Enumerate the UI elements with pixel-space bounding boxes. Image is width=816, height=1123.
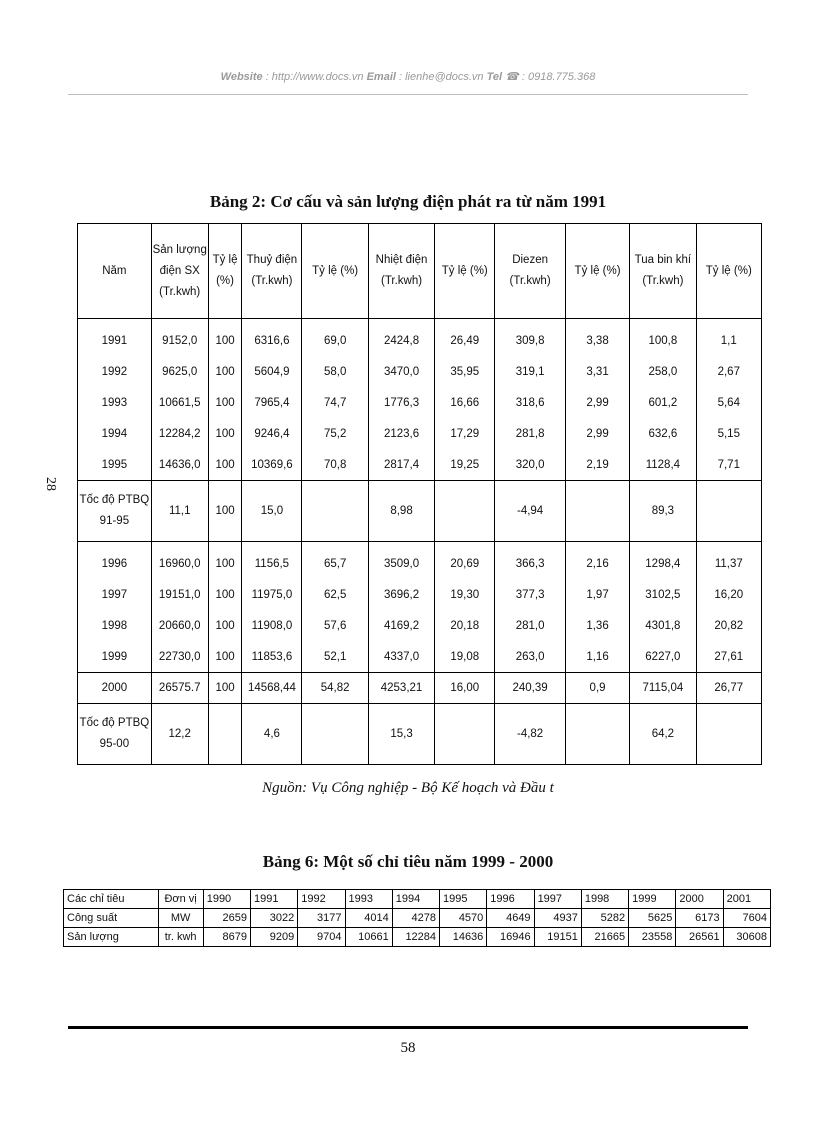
table2-cell: 11,37: [696, 542, 761, 580]
table2-cell: 1776,3: [368, 387, 434, 418]
table2-cell: 20,18: [435, 610, 495, 641]
header-line: Tỷ lệ: [212, 254, 238, 266]
table2-cell: 240,39: [495, 673, 566, 704]
table6-caption: Bảng 6: Một số chỉ tiêu năm 1999 - 2000: [262, 852, 554, 871]
cell-line: Tốc độ PTBQ: [79, 717, 150, 729]
table2-cell: [302, 704, 368, 765]
table2-cell: 35,95: [435, 356, 495, 387]
table6-cell: 23558: [629, 928, 676, 947]
table2-cell: 1999: [78, 641, 152, 673]
header-line: (Tr.kwh): [251, 275, 293, 287]
table2-cell: 74,7: [302, 387, 368, 418]
table2-row: [78, 704, 762, 765]
table2-cell: 10369,6: [242, 449, 302, 481]
header-divider: [68, 94, 748, 95]
header-line: Tỷ lệ (%): [705, 264, 752, 277]
table2-cell: 11908,0: [242, 610, 302, 641]
table2-header-cell: [242, 224, 302, 319]
table2-row: [78, 319, 762, 357]
header-line: Tua bin khí: [634, 254, 692, 266]
table2-cell: 100: [208, 542, 242, 580]
table6-cell: tr. kwh: [158, 928, 203, 947]
table2-cell: 309,8: [495, 319, 566, 357]
table2-cell: 3,31: [565, 356, 629, 387]
table6-cell: 12284: [392, 928, 439, 947]
table6-cell: 9209: [250, 928, 297, 947]
table2-cell: 14568,44: [242, 673, 302, 704]
table2-cell: 1993: [78, 387, 152, 418]
table6-cell: 30608: [723, 928, 770, 947]
table6-cell: 1994: [392, 890, 439, 909]
table2-row: [78, 641, 762, 673]
table2-cell: 20660,0: [151, 610, 208, 641]
table6-cell: 3177: [298, 909, 345, 928]
table6-cell: 21665: [581, 928, 628, 947]
table2-cell: [78, 481, 152, 542]
table6-cell: Các chỉ tiêu: [64, 890, 159, 909]
header-line: (Tr.kwh): [642, 275, 684, 287]
table2-row: [78, 449, 762, 481]
table6-cell: 8679: [203, 928, 250, 947]
table2-cell: 11975,0: [242, 579, 302, 610]
table2-cell: 263,0: [495, 641, 566, 673]
side-page-number: 28: [43, 477, 58, 491]
table2-row: [78, 481, 762, 542]
table2-cell: 1,16: [565, 641, 629, 673]
table2-cell: [302, 481, 368, 542]
table2-cell: 22730,0: [151, 641, 208, 673]
table2-header-cell: [565, 224, 629, 319]
table6-cell: Công suất: [64, 909, 159, 928]
table2-cell: 100: [208, 610, 242, 641]
table2-cell: 3102,5: [630, 579, 696, 610]
table2-row: [78, 356, 762, 387]
table2-cell: 16,66: [435, 387, 495, 418]
table6-cell: 2000: [676, 890, 723, 909]
table6-cell: Đơn vị: [158, 890, 203, 909]
table2-header-cell: [495, 224, 566, 319]
table2-cell: 19,25: [435, 449, 495, 481]
table2-cell: 100: [208, 319, 242, 357]
table2-cell: 15,3: [368, 704, 434, 765]
table6-cell: 9704: [298, 928, 345, 947]
table2-cell: 2000: [78, 673, 152, 704]
table2-cell: 19,08: [435, 641, 495, 673]
table2-cell: 319,1: [495, 356, 566, 387]
table2-cell: 7115,04: [630, 673, 696, 704]
table2-cell: 632,6: [630, 418, 696, 449]
table6-cell: 1991: [250, 890, 297, 909]
table2-header-row: [78, 224, 762, 319]
table2-row: [78, 673, 762, 704]
table2-cell: 1,97: [565, 579, 629, 610]
table2-cell: 4169,2: [368, 610, 434, 641]
page-header: [0, 70, 816, 83]
table2-cell: 12,2: [151, 704, 208, 765]
table2-cell: 281,0: [495, 610, 566, 641]
table2-cell: 2,67: [696, 356, 761, 387]
table2-cell: 1156,5: [242, 542, 302, 580]
source-note: Nguồn: Vụ Công nghiệp - Bộ Kế hoạch và Đầu t: [262, 780, 554, 796]
table2-cell: 27,61: [696, 641, 761, 673]
table2-cell: [435, 481, 495, 542]
header-line: Tỷ lệ (%): [574, 264, 621, 277]
table6-cell: 1998: [581, 890, 628, 909]
table2-cell: 70,8: [302, 449, 368, 481]
tel-label: Tel: [486, 71, 503, 83]
table6-cell: 4278: [392, 909, 439, 928]
table2-header-cell: [435, 224, 495, 319]
table2-cell: 54,82: [302, 673, 368, 704]
table2-cell: 3509,0: [368, 542, 434, 580]
table6-cell: 4649: [487, 909, 534, 928]
table2-header-cell: [151, 224, 208, 319]
table2-cell: 75,2: [302, 418, 368, 449]
footer-divider: [68, 1026, 748, 1029]
table2-cell: 366,3: [495, 542, 566, 580]
table2-cell: 26,49: [435, 319, 495, 357]
header-line: Sản lượng: [152, 243, 207, 256]
table2-cell: 7965,4: [242, 387, 302, 418]
table2-cell: 1996: [78, 542, 152, 580]
table2-cell: 89,3: [630, 481, 696, 542]
table2-cell: 5,15: [696, 418, 761, 449]
table2-cell: 9625,0: [151, 356, 208, 387]
table2-cell: 2817,4: [368, 449, 434, 481]
table2-cell: 26575.7: [151, 673, 208, 704]
table2-row: [78, 542, 762, 580]
table2-cell: 281,8: [495, 418, 566, 449]
table2-cell: 11853,6: [242, 641, 302, 673]
table2-cell: [565, 481, 629, 542]
table2-cell: -4,94: [495, 481, 566, 542]
table6-cell: Sản lượng: [64, 928, 159, 947]
email-value[interactable]: : lienhe@docs.vn: [399, 71, 484, 83]
table2-cell: 52,1: [302, 641, 368, 673]
table2-cell: 100: [208, 673, 242, 704]
table2-cell: 1991: [78, 319, 152, 357]
table2-cell: 2,99: [565, 418, 629, 449]
table6-cell: 5625: [629, 909, 676, 928]
cell-line: 95-00: [99, 738, 130, 750]
table2-cell: 7,71: [696, 449, 761, 481]
table2-header-cell: [302, 224, 368, 319]
table2-cell: 57,6: [302, 610, 368, 641]
table2-cell: 8,98: [368, 481, 434, 542]
table6-cell: 1992: [298, 890, 345, 909]
table6-row: [64, 928, 771, 947]
table2-cell: 100,8: [630, 319, 696, 357]
table6-cell: 4014: [345, 909, 392, 928]
header-line: (%): [216, 275, 234, 287]
table2-cell: 16960,0: [151, 542, 208, 580]
table2-cell: -4,82: [495, 704, 566, 765]
table6-cell: 10661: [345, 928, 392, 947]
table6-row: [64, 909, 771, 928]
table2-cell: 2,16: [565, 542, 629, 580]
cell-line: 91-95: [99, 515, 130, 527]
table2-cell: 100: [208, 356, 242, 387]
table2-cell: 5604,9: [242, 356, 302, 387]
table2-cell: 65,7: [302, 542, 368, 580]
cell-line: Tốc độ PTBQ: [79, 494, 150, 506]
table2-cell: 0,9: [565, 673, 629, 704]
table2-cell: 20,82: [696, 610, 761, 641]
table2-cell: 4337,0: [368, 641, 434, 673]
table6-cell: 7604: [723, 909, 770, 928]
table2-header-cell: [630, 224, 696, 319]
header-line: Tỷ lệ (%): [441, 264, 488, 277]
table2-cell: 3470,0: [368, 356, 434, 387]
page-number: 58: [400, 1040, 416, 1056]
table2-cell: 258,0: [630, 356, 696, 387]
header-line: (Tr.kwh): [380, 275, 423, 287]
table2-cell: 100: [208, 579, 242, 610]
table2-cell: 1992: [78, 356, 152, 387]
table2-cell: [565, 704, 629, 765]
table2-cell: 10661,5: [151, 387, 208, 418]
table2-cell: [208, 704, 242, 765]
header-line: (Tr.kwh): [159, 285, 201, 298]
table2-cell: 100: [208, 449, 242, 481]
table6-cell: 26561: [676, 928, 723, 947]
table2-cell: 601,2: [630, 387, 696, 418]
table2-cell: 2123,6: [368, 418, 434, 449]
table2-header-cell: [696, 224, 761, 319]
table2-cell: 17,29: [435, 418, 495, 449]
table2-cell: 1998: [78, 610, 152, 641]
table2-header-cell: [78, 224, 152, 319]
table2-cell: 100: [208, 641, 242, 673]
table6-cell: MW: [158, 909, 203, 928]
header-line: (Tr.kwh): [509, 275, 551, 287]
table2-cell: 1994: [78, 418, 152, 449]
table2-cell: [78, 704, 152, 765]
table2-row: [78, 610, 762, 641]
table2-row: [78, 418, 762, 449]
table2-cell: 4253,21: [368, 673, 434, 704]
table2-row: [78, 387, 762, 418]
table2-cell: 1995: [78, 449, 152, 481]
table2-cell: 58,0: [302, 356, 368, 387]
table6-cell: 1990: [203, 890, 250, 909]
table6-cell: 1996: [487, 890, 534, 909]
header-line: Nhiệt điện: [375, 254, 428, 266]
table6-cell: 14636: [440, 928, 487, 947]
table2-cell: [435, 704, 495, 765]
table2-cell: 1,1: [696, 319, 761, 357]
table2-cell: 26,77: [696, 673, 761, 704]
table6-cell: 2001: [723, 890, 770, 909]
production-structure-table: [77, 223, 762, 765]
table2-cell: 5,64: [696, 387, 761, 418]
table2-cell: 1,36: [565, 610, 629, 641]
table6-cell: 1997: [534, 890, 581, 909]
tel-value: ☎ : 0918.775.368: [505, 71, 596, 83]
table2-cell: 9152,0: [151, 319, 208, 357]
table2-cell: 100: [208, 481, 242, 542]
table6-cell: 2659: [203, 909, 250, 928]
table2-cell: 1298,4: [630, 542, 696, 580]
table2-cell: 3,38: [565, 319, 629, 357]
table2-header-cell: [368, 224, 434, 319]
table2-cell: [696, 481, 761, 542]
table6-row: [64, 890, 771, 909]
table6-cell: 4937: [534, 909, 581, 928]
table6-cell: 1995: [440, 890, 487, 909]
table2-cell: 16,00: [435, 673, 495, 704]
table2-cell: 62,5: [302, 579, 368, 610]
table2-cell: 15,0: [242, 481, 302, 542]
table2-cell: 12284,2: [151, 418, 208, 449]
table2-cell: 2,19: [565, 449, 629, 481]
table6-cell: 1993: [345, 890, 392, 909]
table2-cell: 318,6: [495, 387, 566, 418]
website-url[interactable]: : http://www.docs.vn: [265, 71, 364, 83]
table2-row: [78, 579, 762, 610]
table2-cell: 20,69: [435, 542, 495, 580]
table2-cell: 11,1: [151, 481, 208, 542]
table6-cell: 4570: [440, 909, 487, 928]
table6-cell: 5282: [581, 909, 628, 928]
table2-cell: 100: [208, 387, 242, 418]
table2-cell: 19151,0: [151, 579, 208, 610]
table2-cell: 100: [208, 418, 242, 449]
table2-cell: 19,30: [435, 579, 495, 610]
table2-cell: 3696,2: [368, 579, 434, 610]
table6-cell: 6173: [676, 909, 723, 928]
table2-header-cell: [208, 224, 242, 319]
table2-cell: [696, 704, 761, 765]
header-line: điện SX: [159, 264, 200, 277]
table2-cell: 14636,0: [151, 449, 208, 481]
table6-cell: 16946: [487, 928, 534, 947]
table2-cell: 9246,4: [242, 418, 302, 449]
table2-cell: 1128,4: [630, 449, 696, 481]
header-line: Thuỷ điện: [246, 254, 298, 266]
table2-cell: 320,0: [495, 449, 566, 481]
table2-cell: 2424,8: [368, 319, 434, 357]
table2-cell: 6316,6: [242, 319, 302, 357]
header-line: Tỷ lệ (%): [312, 264, 359, 277]
indicators-table: [63, 889, 771, 947]
website-label: Website: [220, 71, 263, 83]
header-line: Năm: [102, 264, 127, 277]
table2-cell: 6227,0: [630, 641, 696, 673]
table2-cell: 16,20: [696, 579, 761, 610]
table6-cell: 3022: [250, 909, 297, 928]
table6-cell: 1999: [629, 890, 676, 909]
table2-cell: 64,2: [630, 704, 696, 765]
table2-caption: Bảng 2: Cơ cấu và sản lượng điện phát ra từ năm 1991: [209, 192, 607, 211]
table2-cell: 2,99: [565, 387, 629, 418]
table2-cell: 4301,8: [630, 610, 696, 641]
table2-cell: 69,0: [302, 319, 368, 357]
header-line: Diezen: [512, 254, 548, 266]
table2-cell: 1997: [78, 579, 152, 610]
table2-cell: 4,6: [242, 704, 302, 765]
table2-cell: 377,3: [495, 579, 566, 610]
table6-cell: 19151: [534, 928, 581, 947]
email-label: Email: [366, 71, 396, 83]
